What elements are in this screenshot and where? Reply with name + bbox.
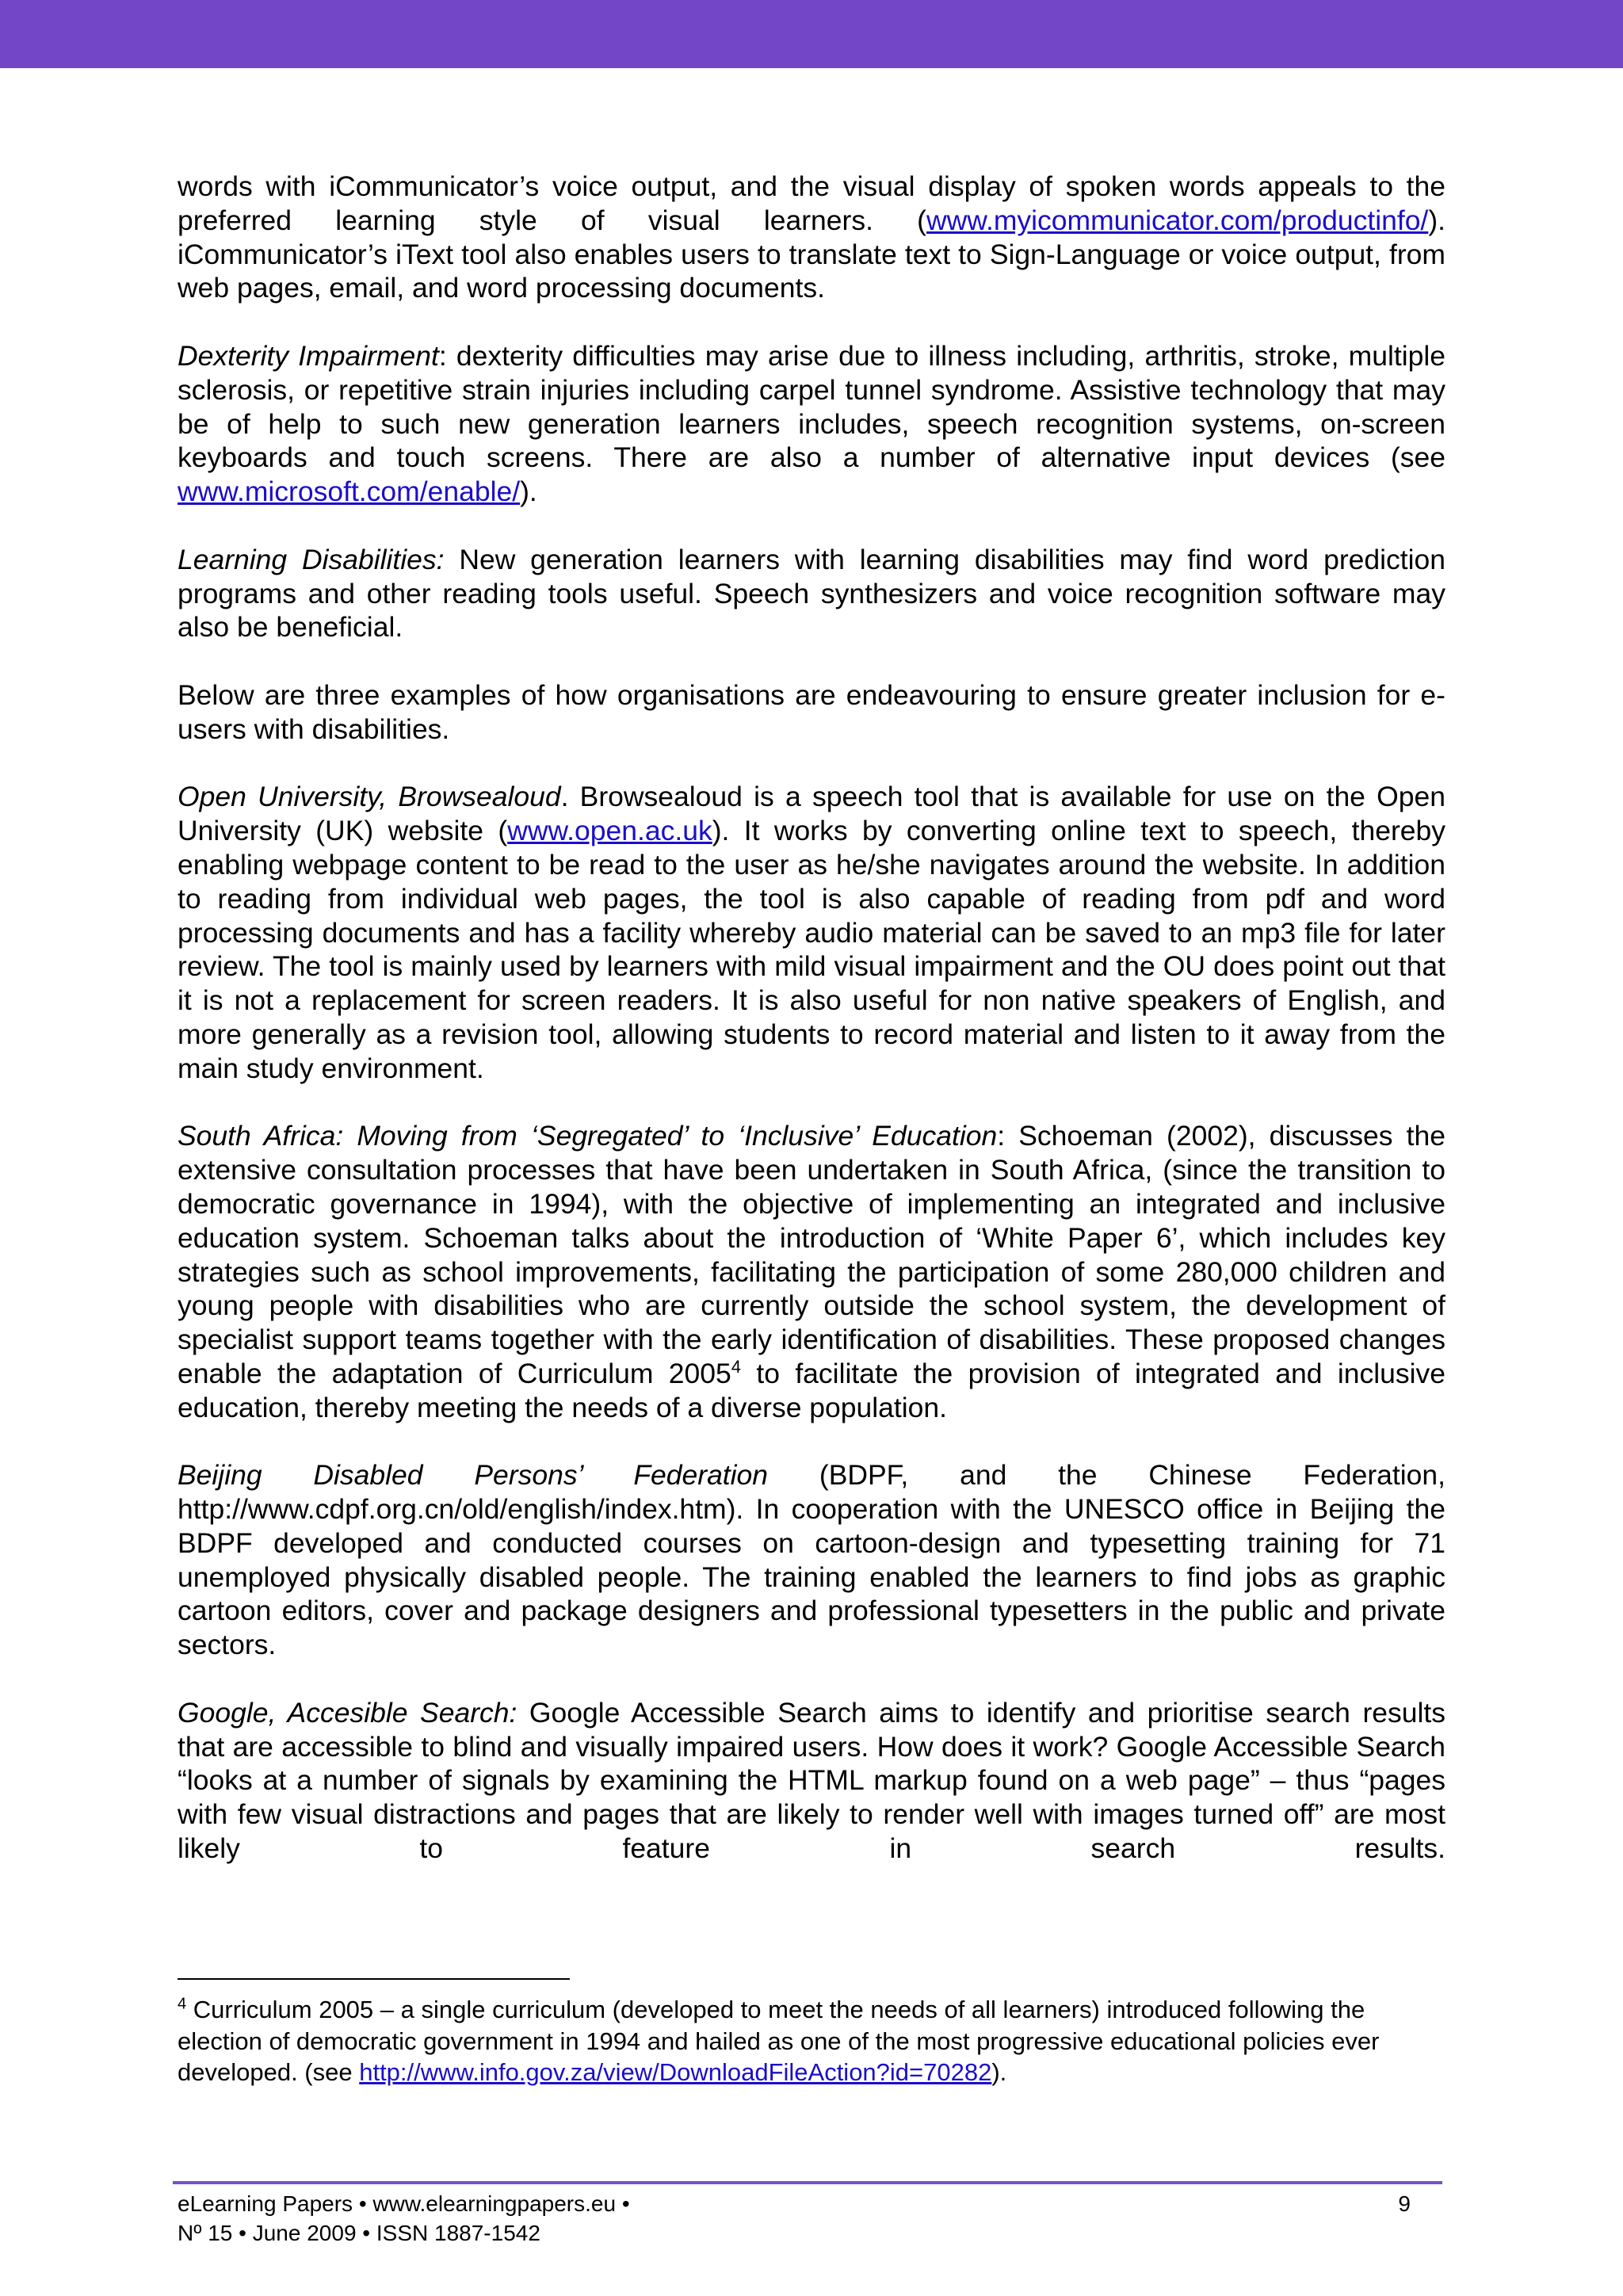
link-myicommunicator[interactable]: www.myicommunicator.com/productinfo/	[926, 204, 1429, 236]
paragraph-examples-intro: Below are three examples of how organisations are endeavouring to ensure greater inclusion for e-users with disabilities.	[178, 678, 1445, 745]
paragraph-south-africa: South Africa: Moving from ‘Segregated’ to ‘Inclusive’ Education: Schoeman (2002), discusses the extensive consultation processes that have been undertaken in South Africa, (since the transition to democratic governance in 1994), with the objective of implementing an integrated and inclusive education system. Schoeman talks about the introduction of ‘White Paper 6’, which includes key strategies such as school improvements, facilitating the participation of some 280,000 children and young people with disabilities who are currently outside the school system, the development of specialist support teams together with the early identification of disabilities. These proposed changes enable the adaptation of Curriculum 2005$^4$ to facilitate the provision of integrated and inclusive education, thereby meeting the needs of a diverse population.	[178, 1120, 1446, 1423]
footer-line-1: eLearning Papers • www.elearningpapers.eu •	[178, 2191, 630, 2216]
footnote-divider	[178, 1978, 570, 1980]
link-microsoft-enable[interactable]: www.microsoft.com/enable/	[178, 476, 521, 508]
footer	[178, 2189, 1414, 2248]
footer-line-2: Nº 15 • June 2009 • ISSN 1887-1542	[178, 2221, 540, 2245]
link-open-ac-uk[interactable]: www.open.ac.uk	[507, 815, 712, 847]
heading-south-africa: South Africa: Moving from ‘Segregated’ to ‘Inclusive’ Education	[178, 1120, 998, 1152]
paragraph-open-university: Open University, Browsealoud. Browsealoud is a speech tool that is available for use on the Open University (UK) website (www.open.ac.uk). It works by converting online text to speech, thereby enabling webpage content to be read to the user as he/she navigates around the website. In addition to reading from individual web pages, the tool is also capable of reading from pdf and word processing documents and has a facility whereby audio material can be saved to an mp3 file for later review. The tool is mainly used by learners with mild visual impairment and the OU does point out that it is not a replacement for screen readers. It is also useful for non native speakers of English, and more generally as a revision tool, allowing students to record material and listen to it away from the main study environment.	[178, 781, 1446, 1084]
paragraph-learning-disabilities: Learning Disabilities: New generation learners with learning disabilities may find word prediction programs and other reading tools useful. Speech synthesizers and voice recognition software may also be beneficial.	[178, 543, 1445, 644]
heading-google-search: Google, Accesible Search:	[178, 1696, 517, 1729]
footnote-reference[interactable]: 4	[731, 1357, 741, 1377]
heading-beijing: Beijing Disabled Persons’ Federation	[178, 1459, 769, 1492]
footnote-number: 4	[178, 1995, 187, 2013]
page-body	[178, 170, 1445, 1900]
paragraph-dexterity-impairment: Dexterity Impairment: dexterity difficulties may arise due to illness including, arthritis, stroke, multiple sclerosis, or repetitive strain injuries including carpel tunnel syndrome. Assistive technology that may be of help to such new generation learners includes, speech recognition systems, on-screen keyboards and touch screens. There are also a number of alternative input devices (see www.microsoft.com/enable/).	[178, 339, 1445, 508]
heading-learning-disabilities: Learning Disabilities:	[178, 543, 445, 575]
paragraph-beijing: Beijing Disabled Persons’ Federation (BDPF, and the Chinese Federation, http://www.cdpf.org.cn/old/english/index.htm). In cooperation with the UNESCO office in Beijing the BDPF developed and conducted courses on cartoon-design and typesetting training for 71 unemployed physically disabled people. The training enabled the learners to find jobs as graphic cartoon editors, cover and package designers and professional typesetters in the public and private sectors.	[178, 1459, 1445, 1661]
footer-divider	[173, 2181, 1442, 2184]
paragraph-icommunicator: words with iCommunicator’s voice output, and the visual display of spoken words appeals to the preferred learning style of visual learners. (www.myicommunicator.com/productinfo/). iCommunicator’s iText tool also enables users to translate text to Sign-Language or voice output, from web pages, email, and word processing documents.	[178, 170, 1445, 304]
page-number: 9	[1398, 2191, 1411, 2216]
heading-dexterity-impairment: Dexterity Impairment	[178, 339, 439, 372]
footnote: $^4$ Curriculum 2005 – a single curriculum (developed to meet the needs of all learners) introduced following the election of democratic government in 1994 and hailed as one of the most progressive educational policies ever developed. (see http://www.info.gov.za/view/DownloadFileAction?id=70282).	[178, 1995, 1380, 2086]
link-info-gov-za[interactable]: http://www.info.gov.za/view/DownloadFileAction?id=70282	[359, 2058, 992, 2086]
paragraph-google-search: Google, Accesible Search: Google Accessible Search aims to identify and prioritise search results that are accessible to blind and visually impaired users. How does it work? Google Accessible Search “looks at a number of signals by examining the HTML markup found on a web page” – thus “pages with few visual distractions and pages that are likely to render well with images turned off” are most likely to feature in search results.	[178, 1696, 1445, 1865]
heading-open-university: Open University, Browsealoud	[178, 781, 561, 813]
header-bar	[0, 0, 1623, 68]
